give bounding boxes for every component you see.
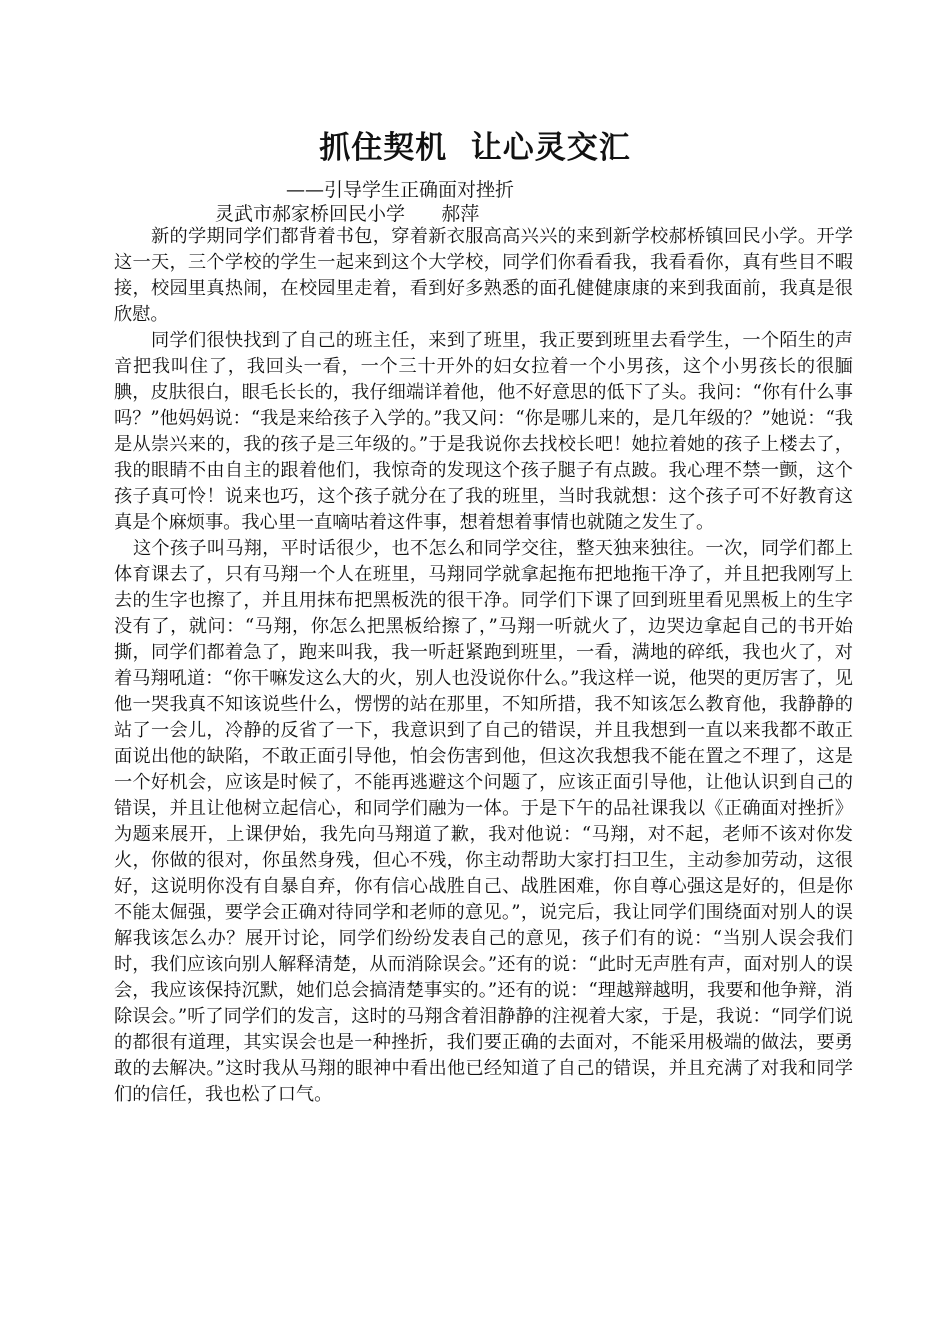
paragraph: 这个孩子叫马翔，平时话很少，也不怎么和同学交往，整天独来独往。一次，同学们都上体育课去了，只有马翔一个人在班里，马翔同学就拿起拖布把地拖干净了，并且把我刚写上去的生字也擦了，并且用抹布把黑板洗的很干净。同学们下课了回到班里看见黑板上的生字没有了，就问：“马翔，你怎么把黑板给擦了，”马翔一听就火了，边哭边拿起自己的书开始撕，同学们都着急了，跑来叫我，我一听赶紧跑到班里，一看，满地的碎纸，我也火了，对着马翔吼道：“你干嘛发这么大的火，别人也没说你什么。”我这样一说，他哭的更厉害了，见他一哭我真不知该说些什么，愣愣的站在那里，不知所措，我不知该怎么教育他，我静静的站了一会儿，冷静的反省了一下，我意识到了自己的错误，并且我想到一直以来我都不敢正面说出他的缺陷，不敢正面引导他，怕会伤害到他，但这次我想我不能在置之不理了，这是一个好机会，应该是时候了，不能再逃避这个问题了，应该正面引导他，让他认识到自己的错误，并且让他树立起信心，和同学们融为一体。于是下午的品社课我以《正确面对挫折》为题来展开，上课伊始，我先向马翔道了歉，我对他说：“马翔，对不起，老师不该对你发火，你做的很对，你虽然身残，但心不残，你主动帮助大家打扫卫生，主动参加劳动，这很好，这说明你没有自暴自弃，你有信心战胜自己、战胜困难，你自尊心强这是好的，但是你不能太倔强，要学会正确对待同学和老师的意见。”，说完后，我让同学们围绕面对别人的误解我该怎么办？展开讨论，同学们纷纷发表自己的意见，孩子们有的说：“当别人误会我们时，我们应该向别人解释清楚，从而消除误会。”还有的说：“此时无声胜有声，面对别人的误会，我应该保持沉默，她们总会搞清楚事实的。”还有的说：“理越辩越明，我要和他争辩，消除误会。”听了同学们的发言，这时的马翔含着泪静静的注视着大家，于是，我说：“同学们说的都很有道理，其实误会也是一种挫折，我们要正确的去面对，不能采用极端的做法，要勇敢的去解决。”这时我从马翔的眼神中看出他已经知道了自己的错误，并且充满了对我和同学们的信任，我也松了口气。 (114, 538, 853, 1105)
document-subtitle: ——引导学生正确面对挫折 (286, 179, 515, 201)
author-line: 灵武市郝家桥回民小学 郝萍 (215, 203, 480, 225)
paragraph: 新的学期同学们都背着书包，穿着新衣服高高兴兴的来到新学校郝桥镇回民小学。开学这一天，三个学校的学生一起来到这个大学校，同学们你看看我，我看看你，真有些目不暇接，校园里真热闹，在校园里走着，看到好多熟悉的面孔健健康康的来到我面前，我真是很欣慰。 (114, 226, 853, 325)
document-body (114, 224, 853, 1108)
document-title: 抓住契机 让心灵交汇 (319, 130, 631, 166)
paragraph: 同学们很快找到了自己的班主任，来到了班里，我正要到班里去看学生，一个陌生的声音把我叫住了，我回头一看，一个三十开外的妇女拉着一个小男孩，这个小男孩长的很腼腆，皮肤很白，眼毛长长的，我仔细端详着他，他不好意思的低下了头。我问：“你有什么事吗？”他妈妈说：“我是来给孩子入学的。”我又问：“你是哪儿来的，是几年级的？”她说：“我是从崇兴来的，我的孩子是三年级的。”于是我说你去找校长吧！她拉着她的孩子上楼去了，我的眼睛不由自主的跟着他们，我惊奇的发现这个孩子腿子有点跛。我心理不禁一颤，这个孩子真可怜！说来也巧，这个孩子就分在了我的班里，当时我就想：这个孩子可不好教育这真是个麻烦事。我心里一直嘀咕着这件事，想着想着事情也就随之发生了。 (114, 330, 853, 533)
